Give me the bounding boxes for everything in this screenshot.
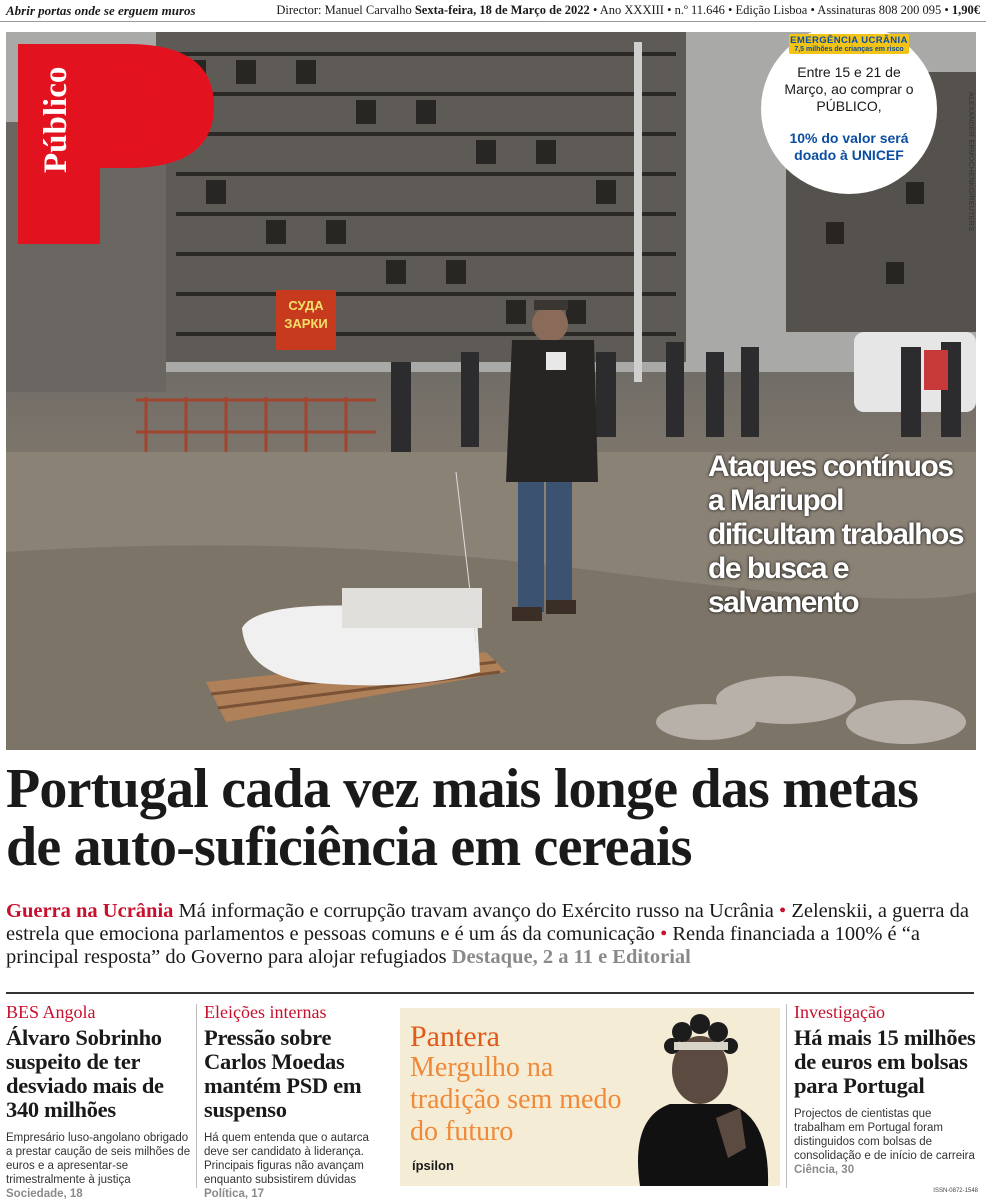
divider (6, 992, 974, 994)
edition-info (276, 3, 980, 18)
price: 1,90€ (951, 3, 980, 17)
story-headline[interactable]: Há mais 15 milhões de euros em bolsas para Portugal (794, 1025, 976, 1098)
badge-title: EMERGÊNCIA UCRÂNIA (790, 35, 908, 46)
story-kicker: BES Angola (6, 1002, 96, 1022)
masthead-strip (0, 0, 986, 22)
tagline: Abrir portas onde se erguem muros (6, 2, 196, 18)
summary-kicker[interactable]: Guerra na Ucrânia (6, 900, 174, 922)
story-text: Empresário luso-angolano obrigado a prestar caução de seis milhões de euros e a apresentar-se trimestralmente à justiça (6, 1132, 191, 1186)
story-kicker: Investigação (794, 1002, 885, 1022)
bullet: • (779, 900, 787, 922)
ukraine-summary (6, 900, 980, 969)
story-text: Há quem entenda que o autarca deve ser candidato à liderança. Principais figuras não avançam enquanto subsistirem dúvidas (204, 1132, 369, 1186)
badge-highlight: 10% do valor será doado à UNICEF (789, 130, 909, 163)
promo-subtitle: Mergulho na tradição sem medo do futuro (410, 1052, 622, 1147)
bullet: • (660, 923, 668, 945)
story-headline[interactable]: Álvaro Sobrinho suspeito de ter desviado mais de 340 milhões (6, 1025, 164, 1122)
badge-header (789, 34, 909, 54)
promo-title: Pantera (410, 1020, 500, 1053)
summary-ref[interactable]: Destaque, 2 a 11 e Editorial (451, 946, 691, 968)
sign-text-1: СУДА (288, 298, 324, 313)
story-ref[interactable]: Política, 17 (204, 1188, 265, 1200)
summary-item-1: Má informação e corrupção travam avanço do Exército russo na Ucrânia (173, 900, 780, 922)
photo-credit: ALEXANDER ERMOCHENKO/REUTERS (967, 92, 974, 232)
logo-wordmark: Público (38, 66, 74, 174)
story-headline[interactable]: Pressão sobre Carlos Moedas mantém PSD em suspenso (204, 1025, 362, 1122)
story-bes-angola[interactable] (6, 1002, 192, 1200)
issn: ISSN-0872-1548 (933, 1188, 978, 1194)
badge-subtitle: 7,5 milhões de crianças em risco (794, 46, 904, 53)
pantera-promo[interactable] (400, 1008, 780, 1186)
main-headline[interactable]: Portugal cada vez mais longe das metas de auto-suficiência em cereais (6, 758, 919, 878)
sign-text-2: ЗАРКИ (284, 316, 328, 331)
summary-item-2: Zelenskii, a guerra da estrela que emociona parlamentos e pessoas comuns e é um ás da comunicação (6, 900, 969, 945)
issue-details: • Ano XXXIII • n.º 11.646 • Edição Lisboa • Assinaturas 808 200 095 • (589, 3, 952, 17)
promo-brand: ípsilon (412, 1158, 454, 1173)
issue-date: Sexta-feira, 18 de Março de 2022 (414, 3, 590, 17)
story-body (794, 1107, 980, 1177)
badge-text: Entre 15 e 21 de Março, ao comprar o PÚBLICO, (784, 64, 914, 114)
unicef-badge[interactable] (761, 24, 937, 194)
story-body (204, 1131, 390, 1200)
summary-item-3: Renda financiada a 100% é “a principal resposta” do Governo para alojar refugiados (6, 923, 920, 968)
story-bolsas[interactable] (794, 1002, 980, 1177)
artist-portrait (620, 1008, 780, 1186)
story-psd[interactable] (204, 1002, 390, 1200)
director: Director: Manuel Carvalho (276, 3, 412, 17)
column-divider (786, 1004, 787, 1188)
story-ref[interactable]: Ciência, 30 (794, 1164, 855, 1176)
story-kicker: Eleições internas (204, 1002, 327, 1022)
story-text: Projectos de cientistas que trabalham em Portugal foram distinguidos com bolsas de consolidação e de início de carreira (794, 1108, 975, 1162)
column-divider (196, 1004, 197, 1188)
story-ref[interactable]: Sociedade, 18 (6, 1188, 83, 1200)
photo-caption[interactable]: Ataques contínuos a Mariupol dificultam trabalhos de busca e salvamento (708, 450, 964, 619)
story-body (6, 1131, 192, 1200)
